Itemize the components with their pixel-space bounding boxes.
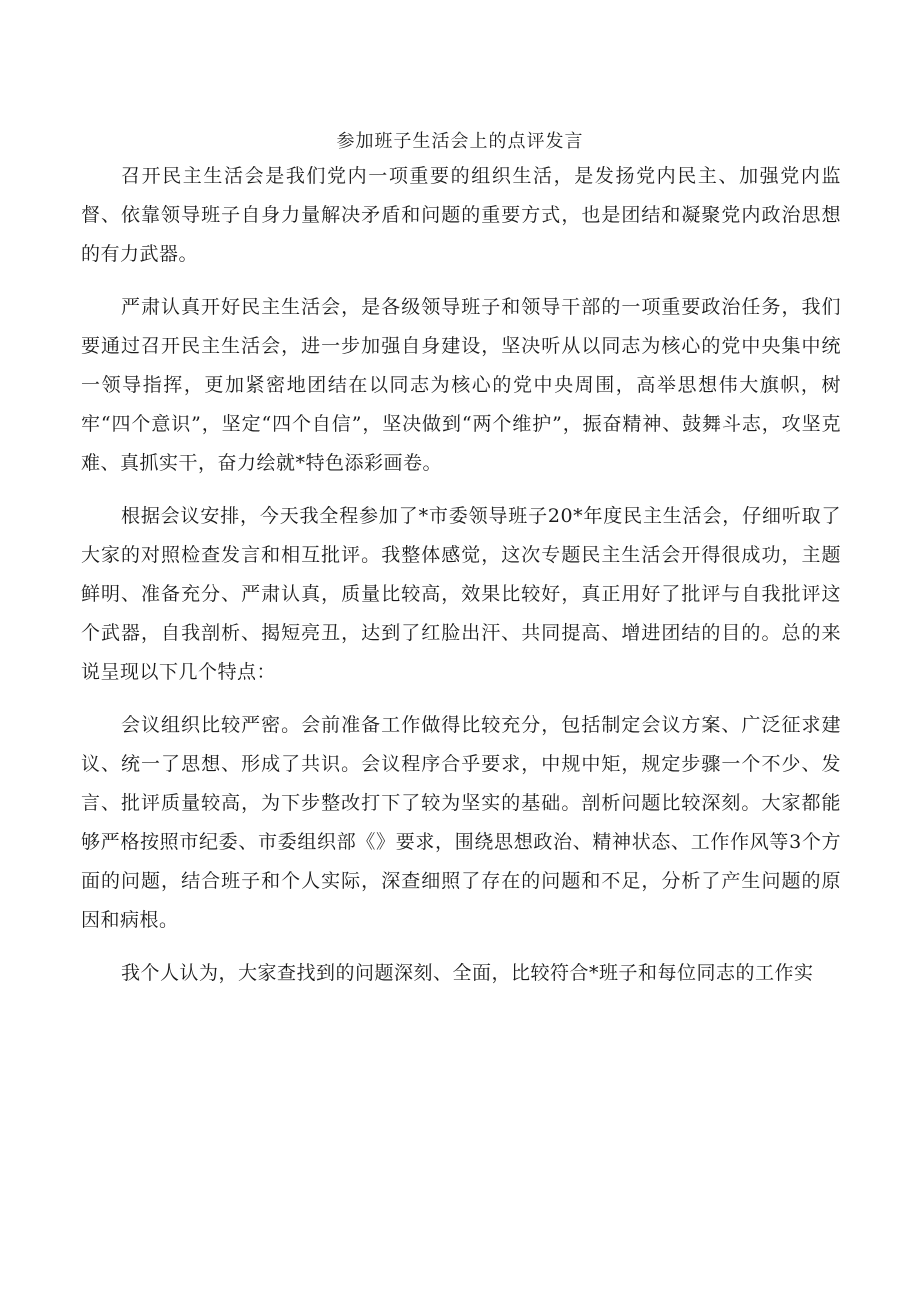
paragraph-5: 我个人认为，大家查找到的问题深刻、全面，比较符合*班子和每位同志的工作实 (121, 962, 814, 984)
paragraph-3: 根据会议安排，今天我全程参加了*市委领导班子20*年度民主生活会，仔细听取了大家的对照检查发言和相互批评。我整体感觉，这次专题民主生活会开得很成功，主题鲜明、准备充分、严肃认真，质量比较高，效果比较好，真正用好了批评与自我批评这个武器，自我剖析、揭短亮丑，达到了红脸出汗、共同提高、增进团结的目的。总的来说呈现以下几个特点： (81, 505, 841, 683)
paragraph-2: 严肃认真开好民主生活会，是各级领导班子和领导干部的一项重要政治任务，我们要通过召开民主生活会，进一步加强自身建设，坚决听从以同志为核心的党中央集中统一领导指挥，更加紧密地团结在以同志为核心的党中央周围，高举思想伟大旗帜，树牢“四个意识”，坚定“四个自信”，坚决做到“两个维护”，振奋精神、鼓舞斗志，攻坚克难、真抓实干，奋力绘就*特色添彩画卷。 (81, 296, 841, 474)
paragraph-1: 召开民主生活会是我们党内一项重要的组织生活，是发扬党内民主、加强党内监督、依靠领导班子自身力量解决矛盾和问题的重要方式，也是团结和凝聚党内政治思想的有力武器。 (81, 165, 841, 265)
document-body (81, 157, 841, 993)
paragraph-4: 会议组织比较严密。会前准备工作做得比较充分，包括制定会议方案、广泛征求建议、统一了思想、形成了共识。会议程序合乎要求，中规中矩，规定步骤一个不少、发言、批评质量较高，为下步整改打下了较为坚实的基础。剖析问题比较深刻。大家都能够严格按照市纪委、市委组织部《》要求，围绕思想政治、精神状态、工作作风等3个方面的问题，结合班子和个人实际，深查细照了存在的问题和不足，分析了产生问题的原因和病根。 (81, 714, 841, 931)
document-title: 参加班子生活会上的点评发言 (336, 131, 584, 152)
